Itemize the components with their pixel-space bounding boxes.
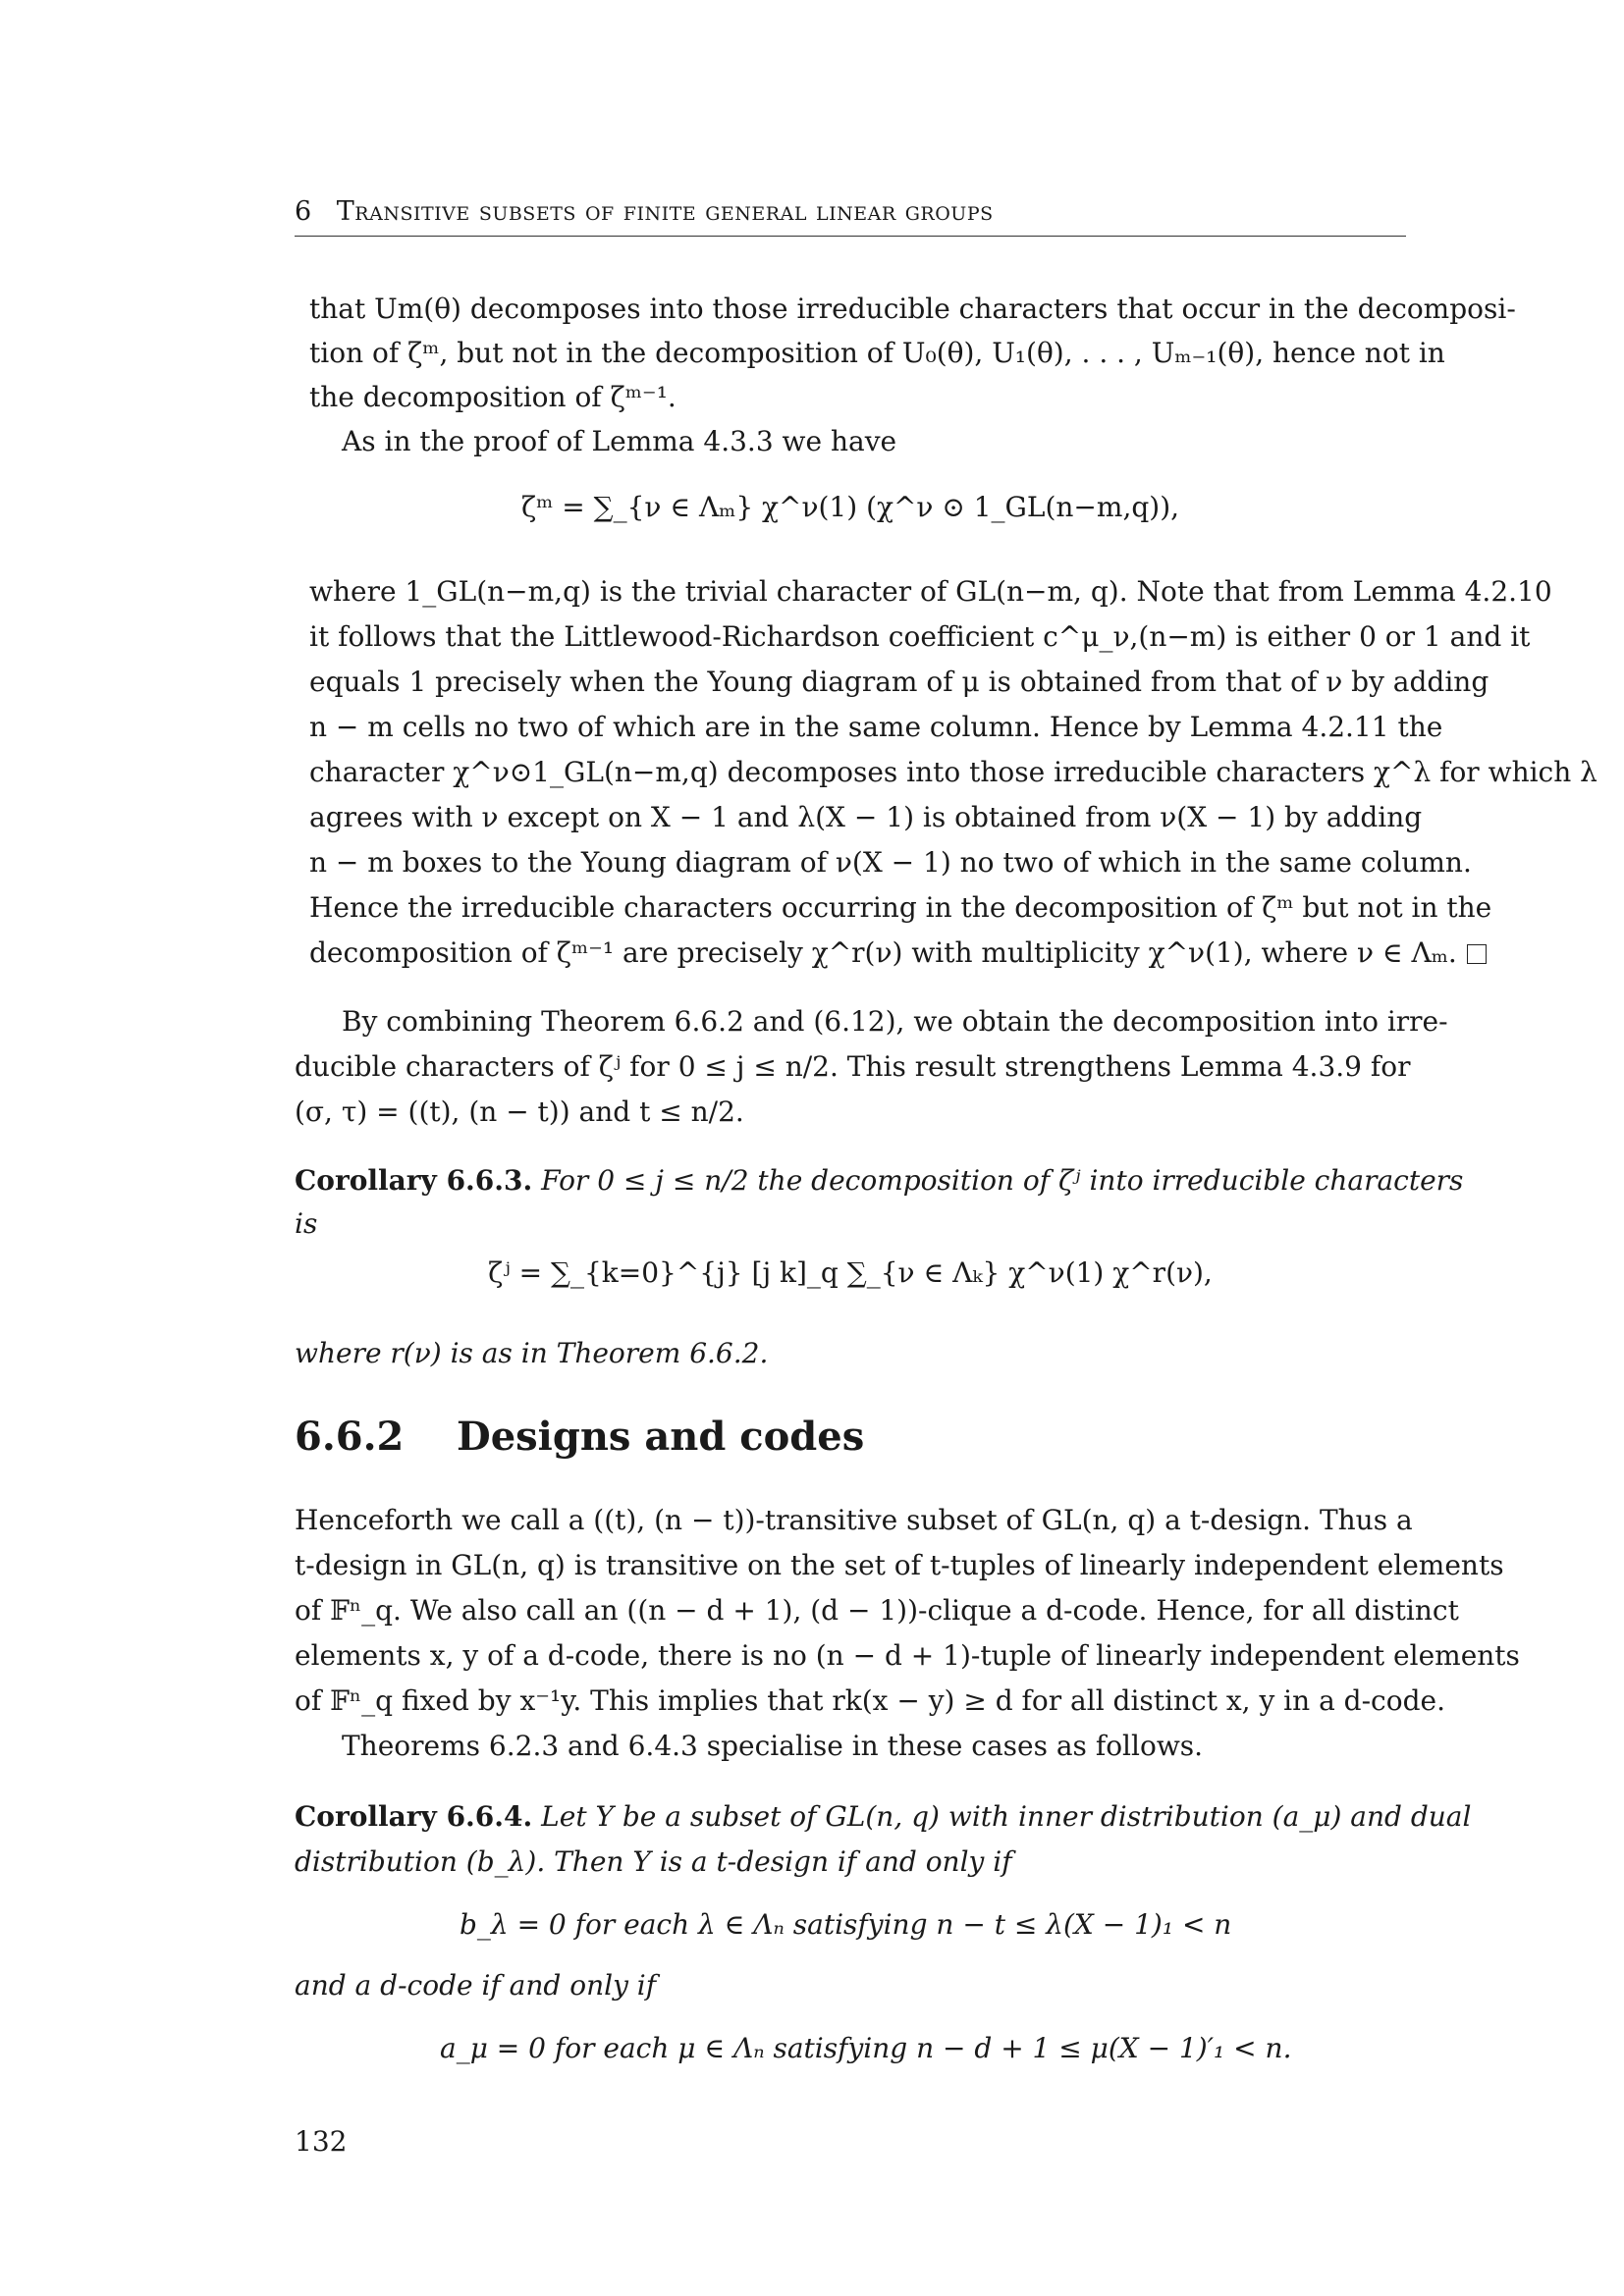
qed-box-icon [1467, 944, 1487, 964]
corollary-6-6-3-closing: where r(ν) is as in Theorem 6.6.2. [295, 1337, 769, 1369]
chapter-number: 6 [295, 196, 312, 227]
section-line-6: Theorems 6.2.3 and 6.4.3 specialise in these cases as follows. [342, 1730, 1204, 1762]
page [295, 0, 1597, 2296]
proof-after-line-8: Hence the irreducible characters occurring in the decomposition of ζᵐ but not in the [309, 891, 1492, 924]
corollary-6-6-3-label: Corollary 6.6.3. [295, 1164, 533, 1197]
proof-after-line-2: it follows that the Littlewood-Richardson coefficient c^μ_ν,(n−m) is either 0 or 1 and it [309, 620, 1531, 653]
corollary-6-6-4-middle: and a d-code if and only if [295, 1969, 657, 2002]
proof-after-line-3: equals 1 precisely when the Young diagram of μ is obtained from that of ν by adding [309, 666, 1489, 698]
corollary-6-6-3-line-1 [295, 1162, 1464, 1200]
proof-line-1: that Um(θ) decomposes into those irreducible characters that occur in the decomposi- [309, 293, 1516, 325]
page-number: 132 [295, 2125, 348, 2158]
corollary-6-6-4-text-1: Let Y be a subset of GL(n, q) with inner distribution (a_μ) and dual [541, 1800, 1472, 1833]
condition-d-code: a_μ = 0 for each μ ∈ Λₙ satisfying n − d + 1 ≤ μ(X − 1)′₁ < n. [440, 2032, 1292, 2064]
combining-line-3: (σ, τ) = ((t), (n − t)) and t ≤ n/2. [295, 1095, 744, 1128]
section-line-1: Henceforth we call a ((t), (n − t))-transitive subset of GL(n, q) a t-design. Thus a [295, 1504, 1413, 1536]
proof-line-2: tion of ζᵐ, but not in the decomposition of U₀(θ), U₁(θ), . . . , Uₘ₋₁(θ), hence not in [309, 337, 1445, 369]
combining-line-1: By combining Theorem 6.6.2 and (6.12), we obtain the decomposition into irre- [342, 1005, 1448, 1038]
section-line-4: elements x, y of a d-code, there is no (n − d + 1)-tuple of linearly independent elements [295, 1639, 1520, 1672]
equation-zeta-j: ζʲ = ∑_{k=0}^{j} [j k]_q ∑_{ν ∈ Λₖ} χ^ν(1) χ^r(ν), [488, 1256, 1213, 1289]
proof-line-3: the decomposition of ζᵐ⁻¹. [309, 381, 677, 413]
section-line-5: of 𝔽ⁿ_q fixed by x⁻¹y. This implies that rk(x − y) ≥ d for all distinct x, y in a d-code. [295, 1684, 1445, 1717]
lemma-reference-line: As in the proof of Lemma 4.3.3 we have [342, 425, 897, 457]
proof-after-line-4: n − m cells no two of which are in the same column. Hence by Lemma 4.2.11 the [309, 711, 1443, 743]
condition-t-design: b_λ = 0 for each λ ∈ Λₙ satisfying n − t ≤ λ(X − 1)₁ < n [460, 1908, 1232, 1941]
section-title: Designs and codes [457, 1414, 865, 1460]
combining-line-2: ducible characters of ζʲ for 0 ≤ j ≤ n/2. This result strengthens Lemma 4.3.9 for [295, 1050, 1411, 1083]
corollary-6-6-3-text-1: For 0 ≤ j ≤ n/2 the decomposition of ζʲ into irreducible characters [541, 1164, 1464, 1197]
equation-zeta-m: ζᵐ = ∑_{ν ∈ Λₘ} χ^ν(1) (χ^ν ⊙ 1_GL(n−m,q)), [520, 491, 1180, 523]
corollary-6-6-3-text-2: is [295, 1207, 318, 1240]
proof-after-line-9 [309, 934, 1457, 972]
section-line-3: of 𝔽ⁿ_q. We also call an ((n − d + 1), (d − 1))-clique a d-code. Hence, for all distinct [295, 1594, 1459, 1627]
proof-after-line-1: where 1_GL(n−m,q) is the trivial character of GL(n−m, q). Note that from Lemma 4.2.10 [309, 575, 1552, 608]
running-head [295, 196, 1406, 237]
corollary-6-6-4-text-2: distribution (b_λ). Then Y is a t-design if and only if [295, 1845, 1012, 1878]
corollary-6-6-4-label: Corollary 6.6.4. [295, 1800, 533, 1833]
proof-after-line-6: agrees with ν except on X − 1 and λ(X − 1) is obtained from ν(X − 1) by adding [309, 801, 1423, 833]
proof-after-line-9-text: decomposition of ζᵐ⁻¹ are precisely χ^r(ν) with multiplicity χ^ν(1), where ν ∈ Λₘ. [309, 936, 1457, 969]
corollary-6-6-4-line-1 [295, 1798, 1472, 1836]
section-heading [295, 1414, 864, 1460]
proof-after-line-5: character χ^ν⊙1_GL(n−m,q) decomposes into those irreducible characters χ^λ for which λ [309, 756, 1597, 788]
proof-after-line-7: n − m boxes to the Young diagram of ν(X − 1) no two of which in the same column. [309, 846, 1472, 879]
section-number: 6.6.2 [295, 1414, 405, 1460]
chapter-title: Transitive subsets of finite general linear groups [336, 196, 994, 227]
section-line-2: t-design in GL(n, q) is transitive on the set of t-tuples of linearly independent elements [295, 1549, 1504, 1581]
